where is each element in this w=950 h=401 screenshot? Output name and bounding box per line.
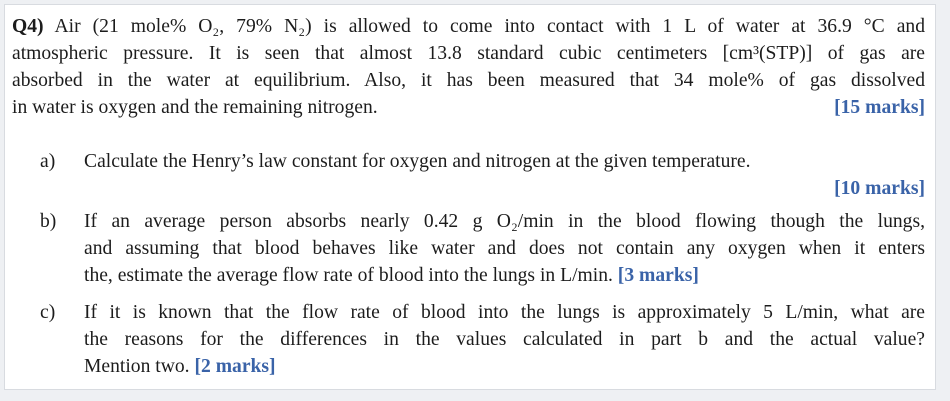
part-a-letter: a) bbox=[40, 151, 56, 172]
part-b-letter: b) bbox=[40, 211, 57, 232]
part-b-line-2: and assuming that blood behaves like water and does not contain any oxygen when it enters bbox=[84, 238, 925, 259]
intro-line-2: atmospheric pressure. It is seen that almost 13.8 standard cubic centimeters [cm³(STP)] of gas are bbox=[12, 43, 925, 64]
intro-line-4 bbox=[12, 94, 925, 121]
question-intro bbox=[12, 13, 925, 121]
question-panel bbox=[4, 4, 936, 390]
part-c-marks: [2 marks] bbox=[194, 356, 276, 377]
intro-line-1 bbox=[12, 13, 925, 40]
part-a-marks: [10 marks] bbox=[834, 178, 925, 199]
intro-line-1-text: Air (21 mole% O₂, 79% N₂) is allowed to come into contact with 1 L of water at 36.9 °C and bbox=[54, 16, 925, 37]
part-a-body bbox=[84, 148, 925, 202]
intro-line-3: absorbed in the water at equilibrium. Also, it has been measured that 34 mole% of gas dissolved bbox=[12, 70, 925, 91]
part-c-line-3-text: Mention two. bbox=[84, 356, 190, 377]
part-b-line-3-text: the, estimate the average flow rate of blood into the lungs in L/min. bbox=[84, 265, 613, 286]
part-a-line-1: Calculate the Henry’s law constant for oxygen and nitrogen at the given temperature. bbox=[84, 151, 751, 172]
question-marks: [15 marks] bbox=[834, 97, 925, 118]
part-c-letter: c) bbox=[40, 302, 56, 323]
part-b-marks: [3 marks] bbox=[617, 265, 699, 286]
part-b-body bbox=[84, 208, 925, 289]
part-c-line-2: the reasons for the differences in the values calculated in part b and the actual value? bbox=[84, 329, 925, 350]
part-b-line-1: If an average person absorbs nearly 0.42 g O₂/min in the blood flowing though the lungs, bbox=[84, 211, 925, 232]
part-c-body bbox=[84, 299, 925, 380]
part-c-line-3 bbox=[84, 353, 925, 380]
question-number: Q4) bbox=[12, 16, 44, 37]
intro-line-4-text: in water is oxygen and the remaining nitrogen. bbox=[12, 97, 378, 118]
part-c-line-1: If it is known that the flow rate of blood into the lungs is approximately 5 L/min, what are bbox=[84, 302, 925, 323]
part-b-line-3 bbox=[84, 262, 925, 289]
